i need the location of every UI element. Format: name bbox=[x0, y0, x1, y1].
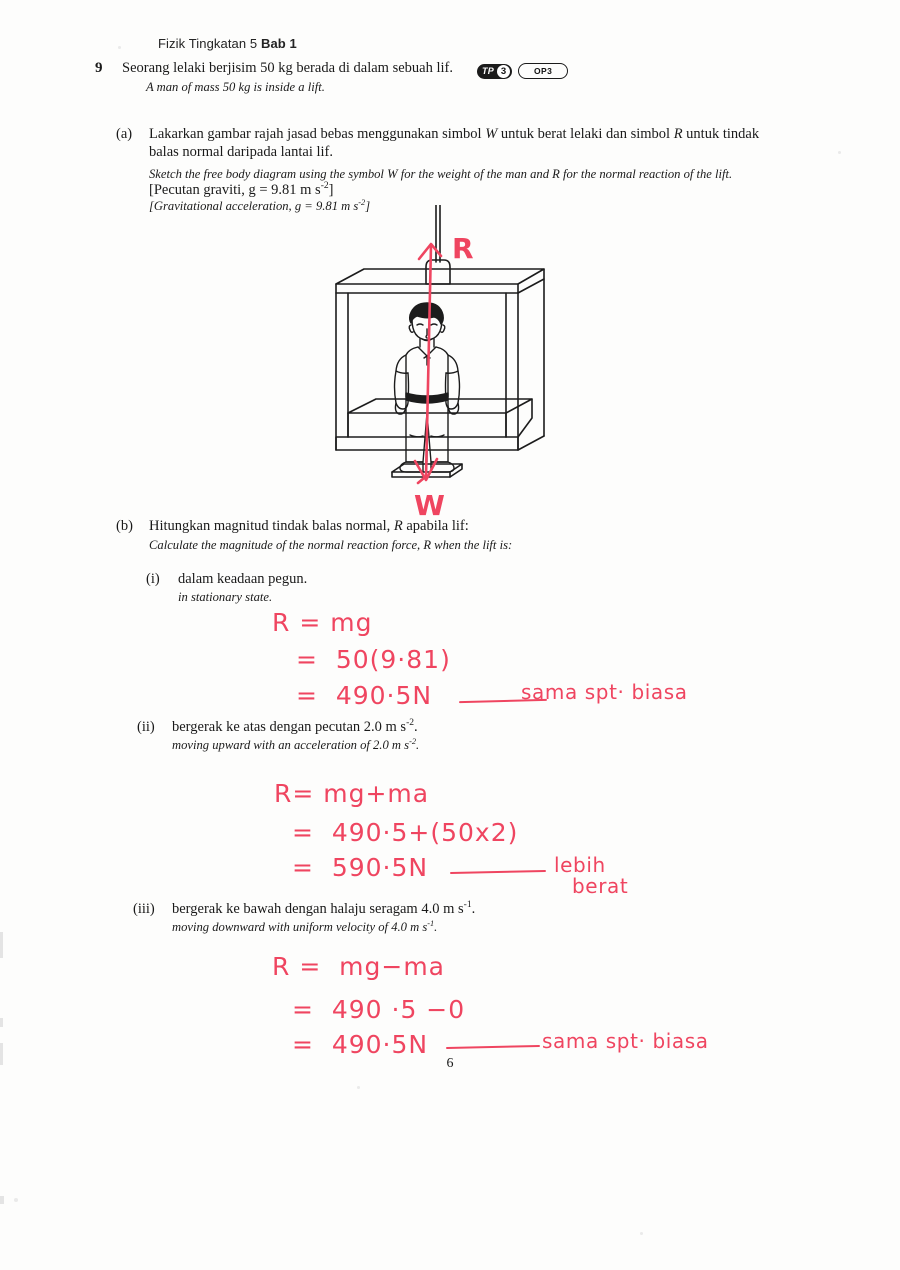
part-b-iii-exponent-en: -1 bbox=[427, 918, 435, 928]
answer-b-i-line1: R = mg bbox=[272, 608, 373, 637]
part-a-text-seg1: Lakarkan gambar rajah jasad bebas menggunakan simbol bbox=[149, 126, 486, 142]
part-b-text-malay bbox=[149, 518, 469, 536]
badge-tp-label: TP bbox=[482, 66, 495, 76]
part-b-iii-text-en: moving downward with uniform velocity of 4.0 m s bbox=[172, 920, 428, 934]
answer-b-ii-note-line1: lebih bbox=[554, 853, 606, 877]
part-b-iii-end: . bbox=[471, 901, 476, 917]
badge-tp bbox=[477, 64, 512, 79]
part-b-ii-end-en: . bbox=[415, 738, 420, 752]
answer-b-ii-line1: R= mg+ma bbox=[274, 779, 430, 808]
scan-artifact bbox=[0, 932, 3, 958]
part-b-iii-label: (iii) bbox=[133, 901, 155, 917]
answer-b-ii-line3: = 590·5N bbox=[292, 853, 429, 882]
question-stem-malay: Seorang lelaki berjisim 50 kg berada di dalam sebuah lif. bbox=[122, 60, 453, 76]
part-b-i-text-english: in stationary state. bbox=[178, 590, 273, 604]
part-b-text-seg1: Hitungkan magnitud tindak balas normal, bbox=[149, 518, 394, 534]
part-b-ii-text-english bbox=[172, 738, 419, 753]
part-b-symbol-r: R bbox=[393, 518, 403, 534]
running-header bbox=[158, 36, 297, 51]
badge-tp-value: 3 bbox=[497, 65, 510, 78]
part-a-text-seg3: untuk tindak bbox=[682, 126, 760, 142]
gravity-note-malay-end: ] bbox=[328, 182, 334, 198]
part-b-ii-exponent: -2 bbox=[406, 717, 415, 729]
scan-speck bbox=[118, 46, 121, 49]
symbol-w: W bbox=[485, 126, 498, 142]
part-b-ii-text-en: moving upward with an acceleration of 2.0 m s bbox=[172, 738, 410, 752]
part-b-ii-end: . bbox=[414, 719, 418, 735]
scan-artifact bbox=[0, 1196, 4, 1204]
gravity-note-english-text: [Gravitational acceleration, g = 9.81 m s bbox=[149, 199, 359, 213]
normal-reaction-label: R bbox=[452, 232, 475, 265]
question-number: 9 bbox=[95, 60, 103, 76]
part-a-text-malay bbox=[149, 126, 789, 161]
answer-b-i-note: sama spt· biasa bbox=[521, 680, 688, 704]
gravity-note-malay-text: [Pecutan graviti, g = 9.81 m s bbox=[149, 182, 321, 198]
part-b-iii-text: bergerak ke bawah dengan halaju seragam 4.0 m s bbox=[172, 901, 464, 917]
answer-b-ii-leader-line bbox=[450, 870, 546, 874]
question-badges bbox=[477, 63, 568, 79]
scan-artifact bbox=[0, 1018, 3, 1027]
part-a-label: (a) bbox=[116, 126, 133, 142]
part-b-label: (b) bbox=[116, 518, 133, 534]
part-b-ii-label: (ii) bbox=[137, 719, 155, 735]
part-b-i-text-malay: dalam keadaan pegun. bbox=[178, 571, 308, 587]
part-b-ii-text-malay bbox=[172, 719, 418, 737]
weight-label: W bbox=[414, 489, 446, 522]
part-a-text-line2: balas normal daripada lantai lif. bbox=[149, 143, 333, 160]
part-b-iii-end-en: . bbox=[434, 920, 438, 934]
gravity-note-malay bbox=[149, 182, 334, 200]
gravity-note-malay-exponent: -2 bbox=[320, 180, 329, 192]
part-b-ii-text: bergerak ke atas dengan pecutan 2.0 m s bbox=[172, 719, 407, 735]
page-number: 6 bbox=[446, 1056, 454, 1071]
part-b-iii-text-malay bbox=[172, 901, 475, 919]
scan-speck bbox=[357, 1086, 360, 1089]
answer-b-iii-line3: = 490·5N bbox=[292, 1030, 429, 1059]
part-b-ii-exponent-en: -2 bbox=[409, 736, 416, 746]
question-stem-english: A man of mass 50 kg is inside a lift. bbox=[146, 80, 325, 94]
part-b-text-english: Calculate the magnitude of the normal reaction force, R when the lift is: bbox=[149, 538, 513, 552]
answer-b-i-line2: = 50(9·81) bbox=[296, 645, 451, 674]
scan-speck bbox=[838, 151, 841, 154]
part-b-text-seg2: apabila lif: bbox=[402, 518, 469, 534]
answer-b-iii-note: sama spt· biasa bbox=[542, 1029, 709, 1053]
badge-op: OP3 bbox=[518, 63, 568, 79]
part-a-text-english: Sketch the free body diagram using the symbol W for the weight of the man and R for the normal reaction of the lift. bbox=[149, 167, 733, 181]
part-b-i-label: (i) bbox=[146, 571, 160, 587]
part-a-text-seg2: untuk berat lelaki dan simbol bbox=[497, 126, 674, 142]
answer-b-ii-line2: = 490·5+(50x2) bbox=[292, 818, 519, 847]
answer-b-iii-leader-line bbox=[446, 1045, 540, 1049]
answer-b-iii-line1: R = mg−ma bbox=[272, 952, 446, 981]
gravity-note-english-end: ] bbox=[365, 199, 371, 213]
header-subject: Fizik Tingkatan 5 bbox=[158, 36, 261, 51]
header-chapter: Bab 1 bbox=[260, 36, 297, 51]
answer-b-i-line3: = 490·5N bbox=[296, 681, 433, 710]
force-arrows-overlay bbox=[390, 225, 500, 515]
scan-speck bbox=[640, 1232, 643, 1235]
scan-speck bbox=[14, 1198, 18, 1202]
part-b-iii-exponent: -1 bbox=[463, 899, 472, 911]
gravity-note-english-exponent: -2 bbox=[358, 197, 366, 207]
answer-b-ii-note-line2: berat bbox=[572, 874, 629, 898]
part-b-iii-text-english bbox=[172, 920, 437, 935]
answer-b-iii-line2: = 490 ·5 −0 bbox=[292, 995, 466, 1024]
symbol-r: R bbox=[673, 126, 683, 142]
normal-reaction-arrow bbox=[419, 244, 441, 478]
